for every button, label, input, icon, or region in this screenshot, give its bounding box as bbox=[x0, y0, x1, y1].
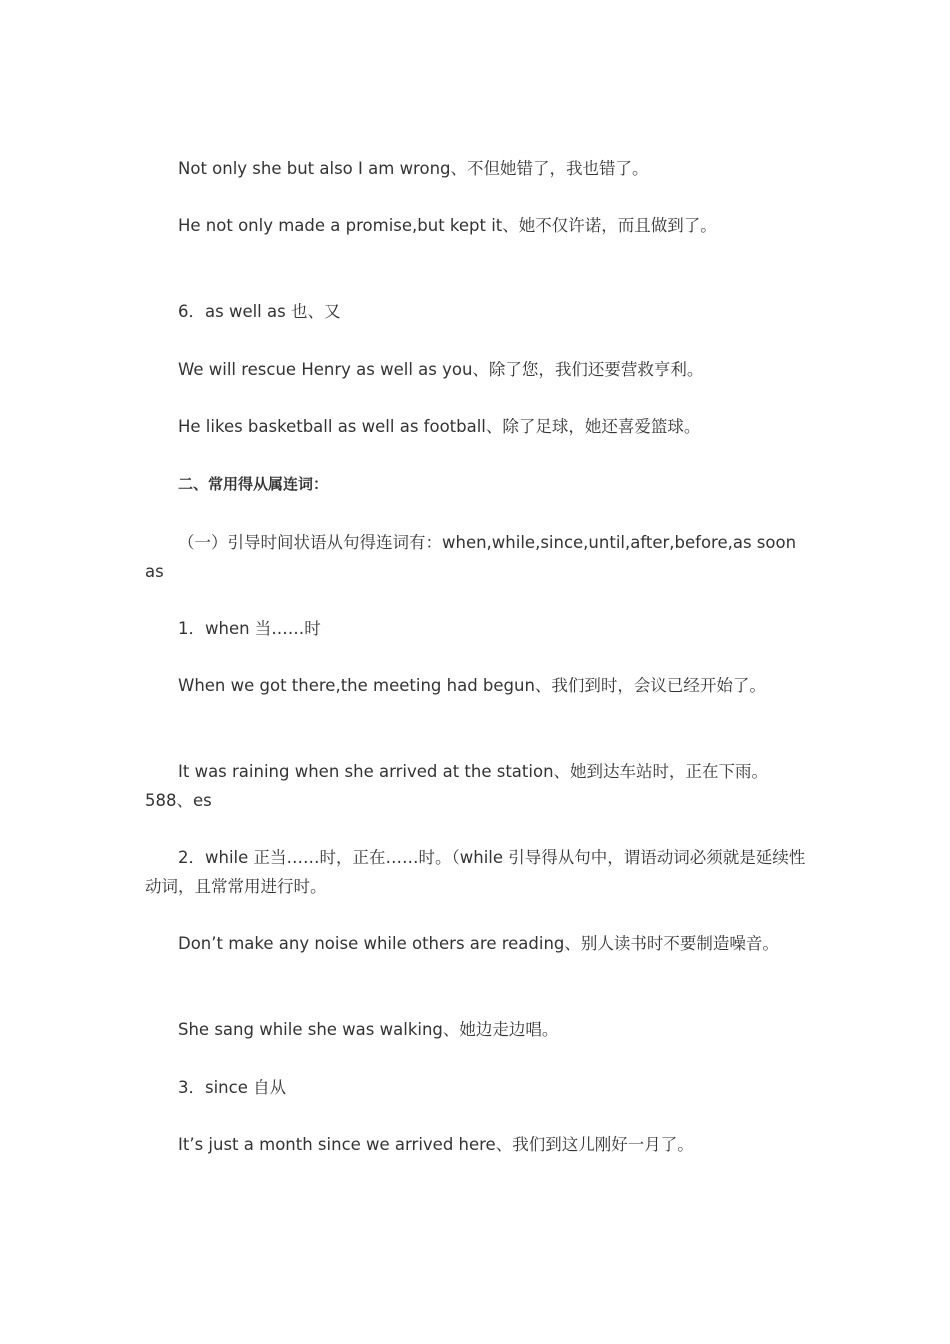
subsection-heading: （一）引导时间状语从句得连词有：when,while,since,until,after,before,as soon as bbox=[145, 533, 797, 581]
example-sentence: Not only she but also I am wrong、不但她错了，我也错了。 bbox=[178, 159, 649, 178]
example-sentence: She sang while she was walking、她边走边唱。 bbox=[178, 1020, 559, 1039]
section-heading: 3．since 自从 bbox=[178, 1078, 287, 1097]
example-sentence: It’s just a month since we arrived here、我们到这儿刚好一月了。 bbox=[178, 1135, 694, 1154]
section-heading: 6．as well as 也、又 bbox=[178, 302, 341, 321]
example-sentence: He likes basketball as well as football、除了足球，她还喜爱篮球。 bbox=[178, 417, 701, 436]
example-sentence: We will rescue Henry as well as you、除了您，我们还要营救亨利。 bbox=[178, 360, 704, 379]
example-sentence: When we got there,the meeting had begun、我们到时，会议已经开始了。 bbox=[178, 676, 766, 695]
example-sentence: Don’t make any noise while others are reading、别人读书时不要制造噪音。 bbox=[178, 934, 779, 953]
section-heading: 1．when 当……时 bbox=[178, 619, 321, 638]
example-sentence: It was raining when she arrived at the station、她到达车站时，正在下雨。588、es bbox=[145, 762, 769, 810]
section-heading: 2．while 正当……时，正在……时。（while 引导得从句中，谓语动词必须就是延续性动词，且常常用进行时。 bbox=[145, 848, 806, 896]
major-heading: 二、常用得从属连词： bbox=[178, 475, 329, 493]
example-sentence: He not only made a promise,but kept it、她不仅许诺，而且做到了。 bbox=[178, 216, 717, 235]
